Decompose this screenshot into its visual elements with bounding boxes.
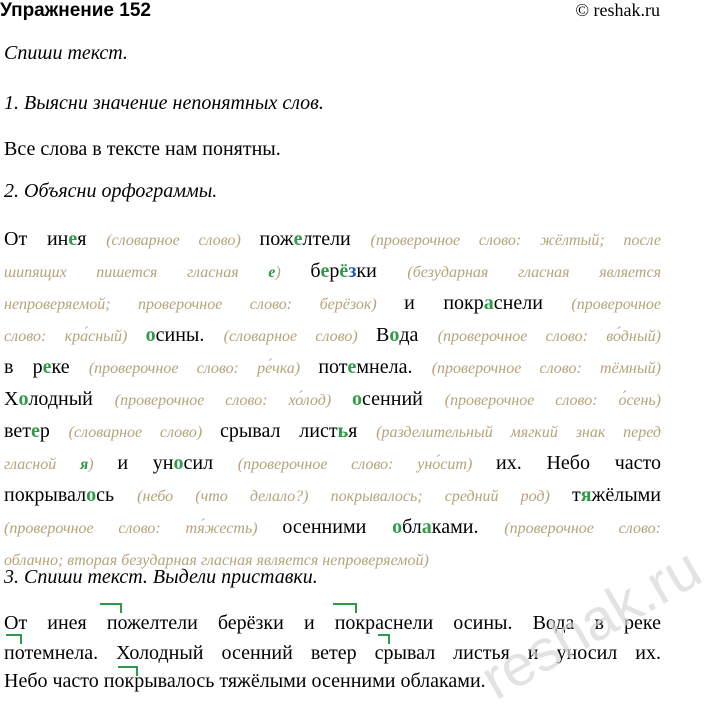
spelling-note: (словарное слово) [68, 424, 220, 441]
text-fragment: т [571, 484, 581, 506]
text-fragment: пож [259, 228, 294, 250]
text-fragment: лтели [302, 228, 371, 250]
spelling-note: ) [88, 456, 118, 473]
text-fragment: сь [96, 484, 138, 506]
orthogram-letter: о [18, 388, 29, 410]
text-fragment: лодный [28, 388, 115, 410]
spelling-note: (проверочное слово: уно́сит) [237, 456, 497, 473]
spelling-note: (проверочное слово: во́дный) [437, 328, 661, 345]
prefix-mark [100, 603, 122, 613]
task2-line [4, 384, 661, 416]
text-fragment: мнела. [356, 356, 432, 378]
task3-line-2: потемнела. Холодный осенний ветер срывал листья и уносил их. [4, 642, 661, 664]
spelling-note: облачно; вторая безударная гласная является непроверяемой) [4, 552, 429, 569]
orthogram-letter: о [392, 516, 403, 538]
orthogram-letter: о [173, 452, 184, 474]
task2-line [4, 288, 661, 320]
orthogram-letter: ь [337, 420, 349, 442]
text-fragment: покрывал [4, 484, 87, 506]
spelling-note: (проверочное слово: тя́жесть) [4, 520, 283, 537]
orthogram-letter: е [347, 356, 357, 378]
orthogram-letter: а [483, 292, 494, 314]
text-fragment: и покр [404, 292, 484, 314]
text-fragment: я [348, 420, 377, 442]
task3-line-1: От инея пожелтели берёзки и покраснели осины. Вода в реке [4, 612, 661, 634]
spelling-note: (проверочное слово: [504, 520, 662, 537]
text-fragment: В [376, 324, 390, 346]
orthogram-letter: о [86, 484, 97, 506]
task2-line [4, 512, 661, 544]
prefix-mark [118, 666, 138, 676]
orthogram-letter: е [293, 228, 303, 250]
text-fragment: жёлыми [591, 484, 662, 506]
text-fragment: срывал лист [219, 420, 338, 442]
exercise-title: Упражнение 152 [0, 0, 151, 21]
task1-heading: 1. Выясни значение непонятных слов. [4, 92, 324, 114]
spelling-note: ) [275, 264, 311, 281]
spelling-note: слово: кра́сный) [4, 328, 146, 345]
orthogram-letter: з [348, 260, 357, 282]
spelling-note: гласной [4, 456, 80, 473]
spelling-note: (проверочное слово: о́сень) [444, 392, 661, 409]
task-main-heading: Спиши текст. [4, 42, 128, 64]
spelling-note: (словарное слово) [223, 328, 377, 345]
orthogram-letter: о [389, 324, 400, 346]
text-fragment: да [399, 324, 438, 346]
task2-heading: 2. Объясни орфограммы. [4, 180, 218, 202]
orthogram-letter: о [352, 388, 363, 410]
text-fragment: ки [356, 260, 408, 282]
watermark-logo: reshak.ru [469, 534, 712, 713]
task2-line [4, 256, 661, 288]
orthogram-letter: е [68, 228, 78, 250]
task1-answer: Все слова в тексте нам понятны. [4, 138, 281, 160]
orthogram-letter: е [320, 260, 330, 282]
text-fragment: пот [318, 356, 348, 378]
spelling-note: е [268, 264, 276, 281]
spelling-note: (разделительный мягкий знак перед [376, 424, 662, 441]
spelling-note: (словарное слово) [106, 232, 260, 249]
text-fragment: вет [4, 420, 31, 442]
text-fragment: бл [402, 516, 422, 538]
copyright-text: © reshak.ru [575, 0, 660, 20]
task3-line-3: Небо часто покрывалось тяжёлыми осенними облаками. [4, 670, 486, 692]
text-fragment: сенний [362, 388, 445, 410]
spelling-note: (безударная гласная является [407, 264, 662, 281]
spelling-note: я [80, 456, 89, 473]
spelling-note: непроверяемой; проверочное слово: берёзок) [4, 296, 405, 313]
task2-line [4, 448, 661, 480]
orthogram-letter: е [42, 356, 52, 378]
spelling-note: (проверочное слово: хо́лод) [114, 392, 353, 409]
prefix-mark [333, 603, 357, 613]
spelling-note: (небо (что делало?) покрывалось; средний род) [137, 488, 572, 505]
task2-line [4, 352, 661, 384]
spelling-note: (проверочное [571, 296, 661, 313]
spelling-note: (проверочное слово: жёлтый; после [370, 232, 662, 249]
text-fragment: р [39, 420, 69, 442]
text-fragment: я [77, 228, 107, 250]
task2-line [4, 320, 661, 352]
orthogram-letter: я [580, 484, 592, 506]
text-fragment: сил [183, 452, 238, 474]
orthogram-letter: о [145, 324, 156, 346]
text-fragment: ке [51, 356, 89, 378]
task2-line [4, 416, 661, 448]
prefix-mark [6, 634, 22, 644]
text-fragment: снели [493, 292, 572, 314]
text-fragment: б [310, 260, 321, 282]
text-fragment: Х [4, 388, 19, 410]
orthogram-letter: е [30, 420, 40, 442]
spelling-note: (проверочное слово: тёмный) [431, 360, 662, 377]
task2-line [4, 480, 661, 512]
orthogram-letter: ё [339, 260, 349, 282]
text-fragment: сины. [155, 324, 224, 346]
text-fragment: От ин [4, 228, 69, 250]
orthogram-letter: а [421, 516, 432, 538]
spelling-note: (проверочное слово: ре́чка) [88, 360, 319, 377]
text-fragment: и ун [117, 452, 174, 474]
task2-body [4, 224, 661, 576]
prefix-mark [378, 634, 390, 644]
task3-heading: 3. Спиши текст. Выдели приставки. [4, 566, 318, 588]
text-fragment: ками. [431, 516, 505, 538]
spelling-note: шипящих пишется гласная [4, 264, 269, 281]
text-fragment: осенними [282, 516, 393, 538]
text-fragment: в р [4, 356, 43, 378]
text-fragment: их. Небо часто [496, 452, 662, 474]
task2-line [4, 224, 661, 256]
text-fragment: р [329, 260, 340, 282]
